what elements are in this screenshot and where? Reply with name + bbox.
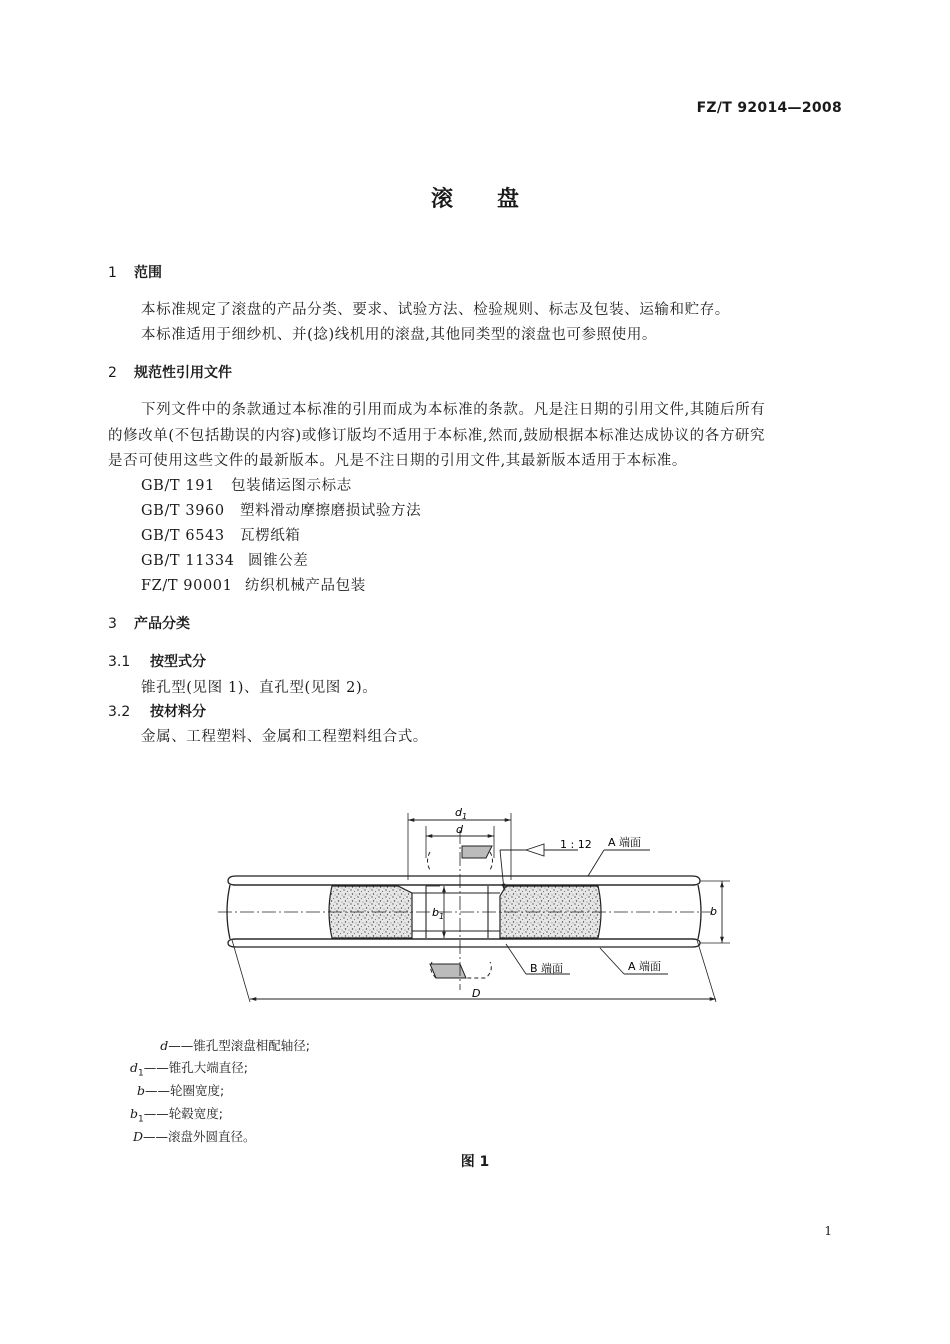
- section-2-number: 2: [108, 365, 117, 381]
- section-2-heading: [108, 362, 232, 382]
- reference-code: GB/T 191: [141, 478, 215, 494]
- section-3-number: 3: [108, 616, 117, 632]
- section-3-2-number: 3.2: [108, 704, 131, 720]
- section-3-1-text: 锥孔型(见图 1)、直孔型(见图 2)。: [141, 680, 378, 696]
- label-a-face-top: A 端面: [608, 836, 642, 849]
- reference-name: 包装储运图示标志: [231, 478, 352, 494]
- legend-symbol: b: [137, 1083, 146, 1098]
- reference-item: [141, 574, 366, 595]
- section-2-line-3: 是否可使用这些文件的最新版本。凡是不注日期的引用文件,其最新版本适用于本标准。: [108, 453, 688, 469]
- reference-name: 塑料滑动摩擦磨损试验方法: [240, 503, 422, 519]
- section-1-para-2: 本标准适用于细纱机、并(捻)线机用的滚盘,其他同类型的滚盘也可参照使用。: [141, 327, 658, 343]
- legend-item: [133, 1127, 256, 1148]
- figure-caption: 图 1: [460, 1154, 490, 1170]
- reference-item: [141, 499, 421, 520]
- label-b1: $b_1$: [432, 906, 445, 921]
- section-3-heading: [108, 613, 190, 633]
- outer-rim: [227, 876, 701, 947]
- legend-item: [130, 1104, 223, 1125]
- label-d1: $d_1$: [455, 806, 468, 821]
- reference-item: [141, 524, 300, 545]
- reference-name: 瓦楞纸箱: [240, 528, 301, 544]
- legend-text: ——锥孔大端直径;: [143, 1060, 248, 1075]
- section-3-2-text: 金属、工程塑料、金属和工程塑料组合式。: [141, 729, 428, 745]
- legend-text: ——锥孔型滚盘相配轴径;: [168, 1038, 310, 1053]
- section-3-2-heading: [108, 701, 206, 721]
- label-b: b: [710, 905, 717, 918]
- section-3-2-title: 按材料分: [150, 704, 206, 720]
- section-3-1-heading: [108, 651, 206, 671]
- page-title: 滚 盘: [430, 187, 519, 212]
- label-b-face: B 端面: [530, 962, 564, 975]
- legend-symbol: d: [160, 1038, 169, 1053]
- legend-subscript: 1: [138, 1114, 144, 1125]
- legend-subscript: 1: [138, 1068, 144, 1079]
- legend-symbol: d: [130, 1060, 139, 1075]
- section-1-title: 范围: [134, 265, 162, 281]
- reference-code: FZ/T 90001: [141, 578, 233, 594]
- reference-name: 圆锥公差: [248, 553, 309, 569]
- label-d: d: [456, 823, 463, 836]
- label-taper: 1 : 12: [560, 838, 592, 851]
- page-number: 1: [824, 1224, 832, 1238]
- legend-symbol: b: [130, 1106, 139, 1121]
- section-2-line-2: 的修改单(不包括勘误的内容)或修订版均不适用于本标准,然而,鼓励根据本标准达成协议的各方研究: [108, 428, 766, 444]
- figure-1-drawing: [0, 800, 950, 1015]
- reference-item: [141, 549, 308, 570]
- legend-text: ——轮圈宽度;: [145, 1083, 225, 1098]
- section-3-1-number: 3.1: [108, 654, 131, 670]
- section-2-title: 规范性引用文件: [134, 365, 232, 381]
- label-a-face-bottom: A 端面: [628, 960, 662, 973]
- reference-code: GB/T 3960: [141, 503, 225, 519]
- label-D: D: [472, 987, 481, 1000]
- legend-symbol: D: [133, 1129, 144, 1144]
- legend-text: ——滚盘外圆直径。: [143, 1129, 256, 1144]
- reference-code: GB/T 11334: [141, 553, 235, 569]
- section-2-line-1: 下列文件中的条款通过本标准的引用而成为本标准的条款。凡是注日期的引用文件,其随后所有: [141, 402, 766, 418]
- legend-item: [137, 1081, 224, 1102]
- standard-code: FZ/T 92014—2008: [696, 100, 842, 116]
- reference-name: 纺织机械产品包装: [245, 578, 366, 594]
- legend-text: ——轮毂宽度;: [143, 1106, 223, 1121]
- reference-item: [141, 474, 352, 495]
- section-1-heading: [108, 262, 162, 282]
- section-1-para-1: 本标准规定了滚盘的产品分类、要求、试验方法、检验规则、标志及包装、运输和贮存。: [141, 302, 730, 318]
- reference-code: GB/T 6543: [141, 528, 225, 544]
- section-1-number: 1: [108, 265, 117, 281]
- legend-item: [130, 1058, 248, 1079]
- section-3-title: 产品分类: [134, 616, 190, 632]
- section-3-1-title: 按型式分: [150, 654, 206, 670]
- legend-item: [160, 1036, 310, 1057]
